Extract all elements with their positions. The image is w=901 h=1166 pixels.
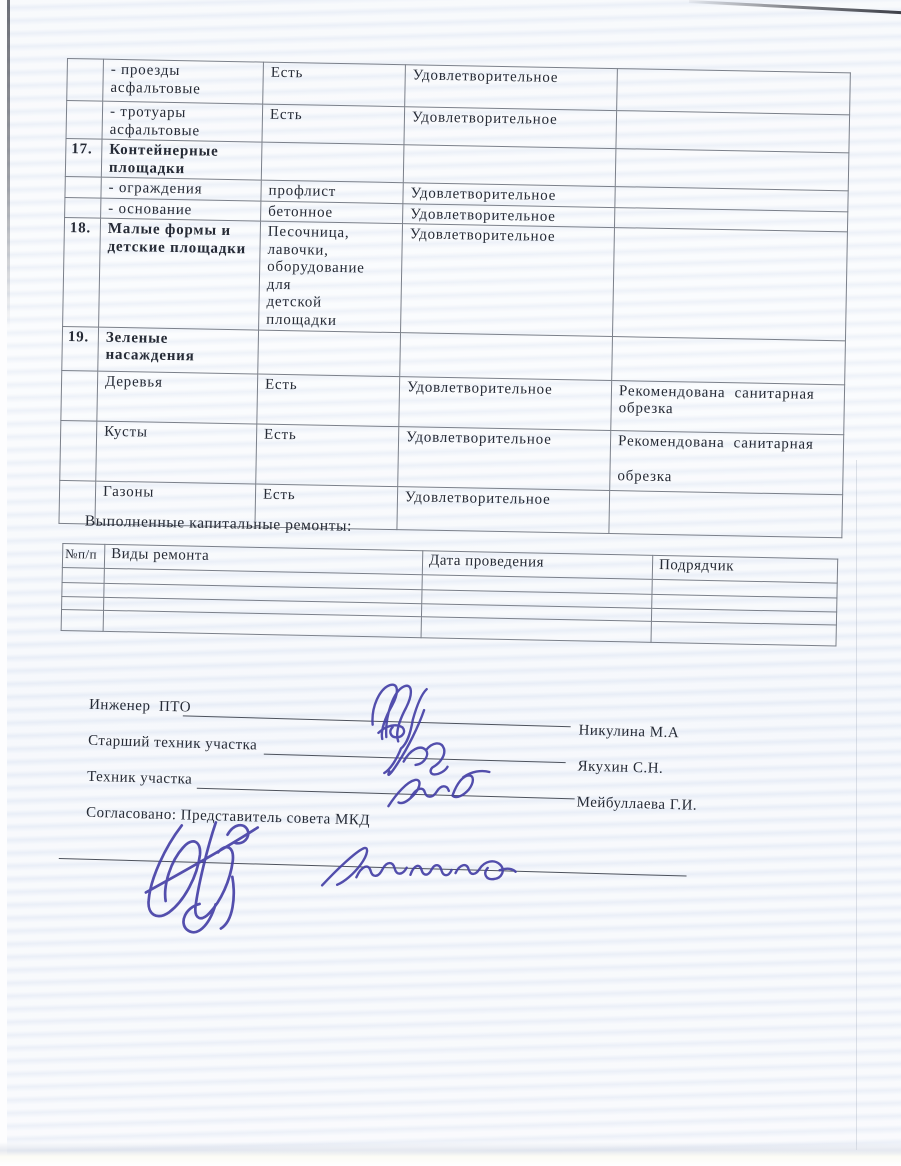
cell-element: Газоны <box>95 481 256 527</box>
cell-empty <box>62 567 104 583</box>
cell-presence: Есть <box>263 62 406 107</box>
cell-note <box>612 228 847 341</box>
cell-condition <box>400 332 613 380</box>
cell-number <box>60 420 97 481</box>
repairs-table <box>61 543 839 647</box>
cell-empty <box>61 609 103 631</box>
cell-number <box>66 101 103 140</box>
cell-number: 19. <box>62 326 99 371</box>
approval-label: Согласовано: Представитель совета МКД <box>85 804 371 829</box>
cell-element: - ограждения <box>101 177 261 200</box>
cell-note: Рекомендована санитарная обрезка <box>610 430 844 494</box>
signature-ink-representative <box>145 820 258 934</box>
cell-condition: Удовлетворительное <box>397 486 610 533</box>
cell-element: Контейнерные площадки <box>101 139 262 180</box>
handwritten-signatures-ink <box>54 662 762 961</box>
header-cell-number: №п/п <box>62 544 104 569</box>
signature-label-senior-technician: Старший техник участка <box>87 732 258 754</box>
cell-number: 18. <box>63 218 101 327</box>
cell-presence: Есть <box>255 484 398 530</box>
cell-element: - основание <box>101 198 261 221</box>
scan-left-page-edge <box>7 0 10 330</box>
scan-bottom-band <box>0 1142 901 1166</box>
cell-presence: Есть <box>256 424 399 487</box>
cell-condition: Удовлетворительное <box>405 65 618 111</box>
cell-element: - тротуары асфальтовые <box>102 101 263 142</box>
scan-right-page-edge <box>856 460 857 1150</box>
cell-condition: Удовлетворительное <box>401 224 615 336</box>
cell-number: 17. <box>65 139 102 178</box>
cell-note <box>617 69 851 115</box>
cell-condition: Удовлетворительное <box>403 183 615 207</box>
cell-condition: Удовлетворительное <box>404 107 617 149</box>
cell-condition: Удовлетворительное <box>398 426 611 490</box>
cell-empty <box>421 617 651 643</box>
header-cell-repair-type: Виды ремонта <box>104 544 422 574</box>
signature-label-engineer: Инженер ПТО <box>88 696 192 716</box>
cell-note <box>612 336 846 384</box>
cell-condition: Удовлетворительное <box>399 376 612 430</box>
inspection-table <box>58 58 850 538</box>
cell-note: Рекомендована санитарная обрезка <box>611 380 845 434</box>
cell-note <box>616 111 850 153</box>
cell-empty <box>62 582 104 597</box>
scan-left-margin <box>0 0 7 1166</box>
scan-top-right-page-edge <box>689 0 901 14</box>
signature-name-engineer: Никулина М.А <box>578 722 680 742</box>
header-cell-contractor: Подрядчик <box>652 555 837 583</box>
cell-number <box>67 59 104 102</box>
cell-number <box>65 197 101 218</box>
cell-presence: Песочница, лавочки, оборудование для детской площадки <box>259 221 403 332</box>
cell-presence: профлист <box>261 180 403 203</box>
repairs-section-title: Выполненные капитальные ремонты: <box>84 512 353 535</box>
header-cell-date: Дата проведения <box>422 551 652 580</box>
signature-name-technician: Мейбуллаева Г.И. <box>576 794 698 814</box>
cell-number <box>61 370 98 421</box>
cell-empty <box>651 621 836 646</box>
cell-presence <box>261 142 404 183</box>
cell-element: Зеленые насаждения <box>98 327 259 374</box>
cell-presence: Есть <box>262 104 405 145</box>
cell-note <box>615 149 849 191</box>
signature-ink-senior-technician <box>388 709 449 776</box>
cell-condition: Удовлетворительное <box>403 203 615 227</box>
cell-presence: бетонное <box>261 201 403 224</box>
signature-block <box>55 672 762 951</box>
cell-element: Малые формы и детские площадки <box>99 218 261 329</box>
signature-name-senior-technician: Якухин С.Н. <box>577 758 664 777</box>
signature-ink-representative-name <box>322 847 516 891</box>
cell-element: - проезды асфальтовые <box>103 59 264 104</box>
inspection-table-block <box>58 58 850 538</box>
repairs-section-block <box>61 512 839 647</box>
cell-condition <box>403 145 616 187</box>
cell-presence <box>258 330 401 377</box>
cell-element: Деревья <box>97 371 258 424</box>
table-row <box>63 218 848 341</box>
cell-empty <box>62 596 104 610</box>
cell-presence: Есть <box>257 374 400 427</box>
signature-label-technician: Техник участка <box>86 768 193 788</box>
cell-number <box>65 177 101 198</box>
cell-element: Кусты <box>96 421 257 484</box>
